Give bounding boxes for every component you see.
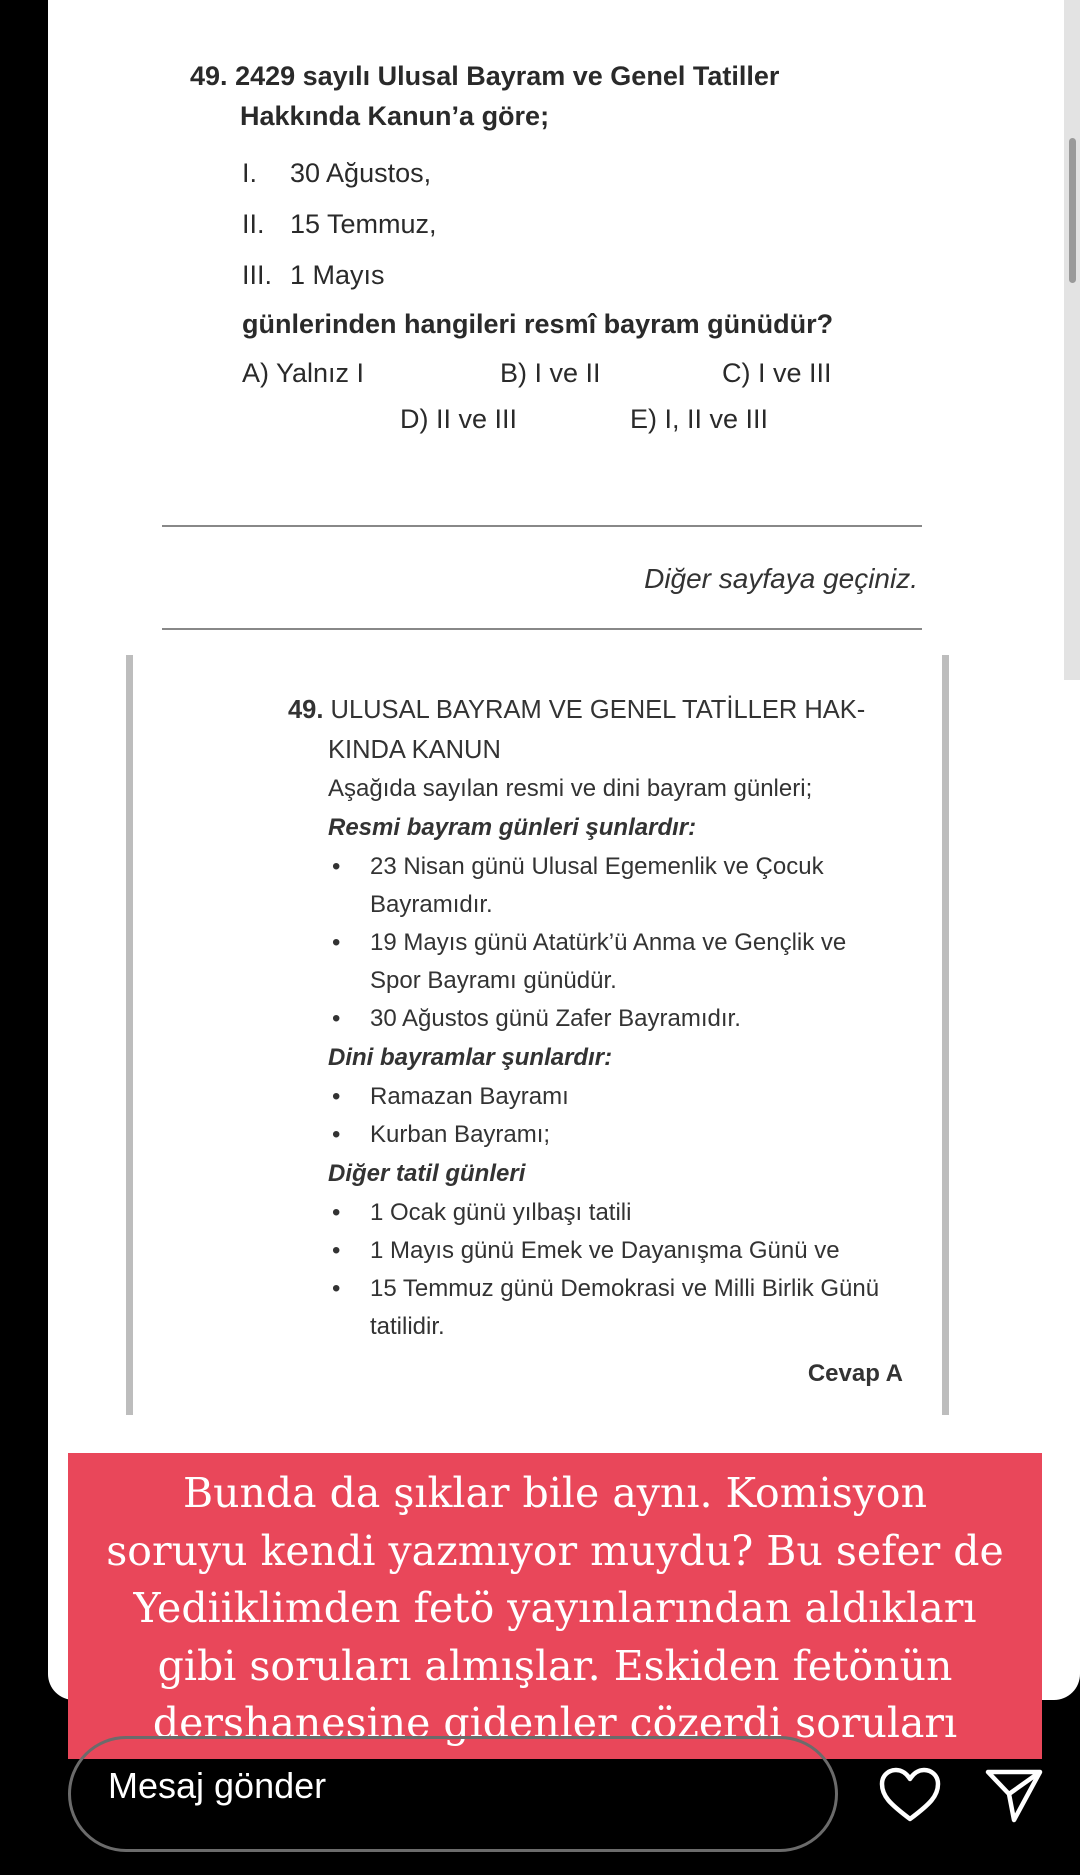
question-text-line2: Hakkında Kanun’a göre; — [240, 101, 550, 131]
religious-holidays-list — [328, 1078, 903, 1154]
other-holidays-list — [328, 1194, 903, 1346]
next-page-note: Diğer sayfaya geçiniz. — [644, 563, 918, 594]
section-heading: Dini bayramlar şunlardır: — [328, 1044, 613, 1071]
heart-icon[interactable] — [878, 1766, 942, 1824]
caption-line: dershanesine gidenler cözerdi soruları — [152, 1699, 958, 1747]
list-item: • 1 Ocak günü yılbaşı tatili — [328, 1194, 903, 1232]
section-heading: Diğer tatil günleri — [328, 1160, 526, 1187]
question-text-line1: 2429 sayılı Ulusal Bayram ve Genel Tatiller — [235, 61, 780, 91]
official-holidays-list — [328, 848, 903, 1038]
option-e: E) I, II ve III — [630, 404, 769, 434]
section-heading: Resmi bayram günleri şunlardır: — [328, 814, 697, 841]
answer-explanation — [288, 690, 903, 1394]
scrollbar-thumb — [1069, 138, 1076, 283]
message-placeholder: Mesaj gönder — [108, 1765, 327, 1806]
caption-line: Bunda da şıklar bile aynı. Komisyon — [182, 1469, 928, 1517]
bullet-icon: • — [332, 853, 341, 880]
page-border — [126, 655, 133, 1415]
page-border — [942, 655, 949, 1415]
bullet-icon: • — [332, 1199, 341, 1226]
exam-question-page — [48, 0, 1080, 680]
question-49 — [190, 56, 930, 458]
answer-number: 49. — [288, 696, 324, 724]
story-image — [48, 0, 1080, 1700]
answer-label: Cevap A — [807, 1360, 903, 1387]
bullet-icon: • — [332, 1083, 341, 1110]
bullet-icon: • — [332, 1005, 341, 1032]
option-c: C) I ve III — [722, 358, 832, 388]
divider — [162, 525, 922, 527]
send-icon[interactable] — [984, 1766, 1044, 1824]
law-title-line2: KINDA KANUN — [328, 736, 501, 764]
roman-item-2: II. 15 Temmuz, — [242, 209, 437, 239]
bullet-icon: • — [332, 1237, 341, 1264]
list-item: • Ramazan Bayramı — [328, 1078, 903, 1116]
story-caption — [68, 1453, 1042, 1759]
caption-line: soruyu kendi yazmıyor muydu? Bu sefer de — [106, 1526, 1004, 1575]
roman-list — [190, 148, 930, 301]
list-item: • 23 Nisan günü Ulusal Egemenlik ve Çocuk Bayramıdır. — [328, 848, 903, 924]
answer-options — [190, 358, 930, 458]
bullet-icon: • — [332, 1121, 341, 1148]
bullet-icon: • — [332, 1275, 341, 1302]
divider — [162, 628, 922, 630]
caption-line: gibi soruları almışlar. Eskiden fetönün — [157, 1641, 953, 1690]
bullet-icon: • — [332, 929, 341, 956]
option-b: B) I ve II — [500, 358, 601, 388]
page-scrollbar — [1064, 0, 1080, 680]
list-item: • 15 Temmuz günü Demokrasi ve Milli Birlik Günü tatilidir. — [328, 1270, 903, 1346]
question-ask: günlerinden hangileri resmî bayram günüdür? — [242, 309, 834, 339]
list-item: • Kurban Bayramı; — [328, 1116, 903, 1154]
caption-line: Yediiklimden fetö yayınlarından aldıkları — [133, 1584, 977, 1632]
list-item: • 1 Mayıs günü Emek ve Dayanışma Günü ve — [328, 1232, 903, 1270]
list-item: • 19 Mayıs günü Atatürk’ü Anma ve Gençlik ve Spor Bayramı günüdür. — [328, 924, 903, 1000]
law-title-line1: ULUSAL BAYRAM VE GENEL TATİLLER HAK- — [330, 696, 866, 724]
option-d: D) II ve III — [400, 404, 518, 434]
intro-text: Aşağıda sayılan resmi ve dini bayram günleri; — [328, 775, 813, 802]
roman-item-1: I. 30 Ağustos, — [242, 158, 432, 188]
list-item: • 30 Ağustos günü Zafer Bayramıdır. — [328, 1000, 903, 1038]
option-a: A) Yalnız I — [242, 358, 365, 388]
question-number: 49. — [190, 61, 228, 91]
roman-item-3: III. 1 Mayıs — [242, 260, 385, 290]
